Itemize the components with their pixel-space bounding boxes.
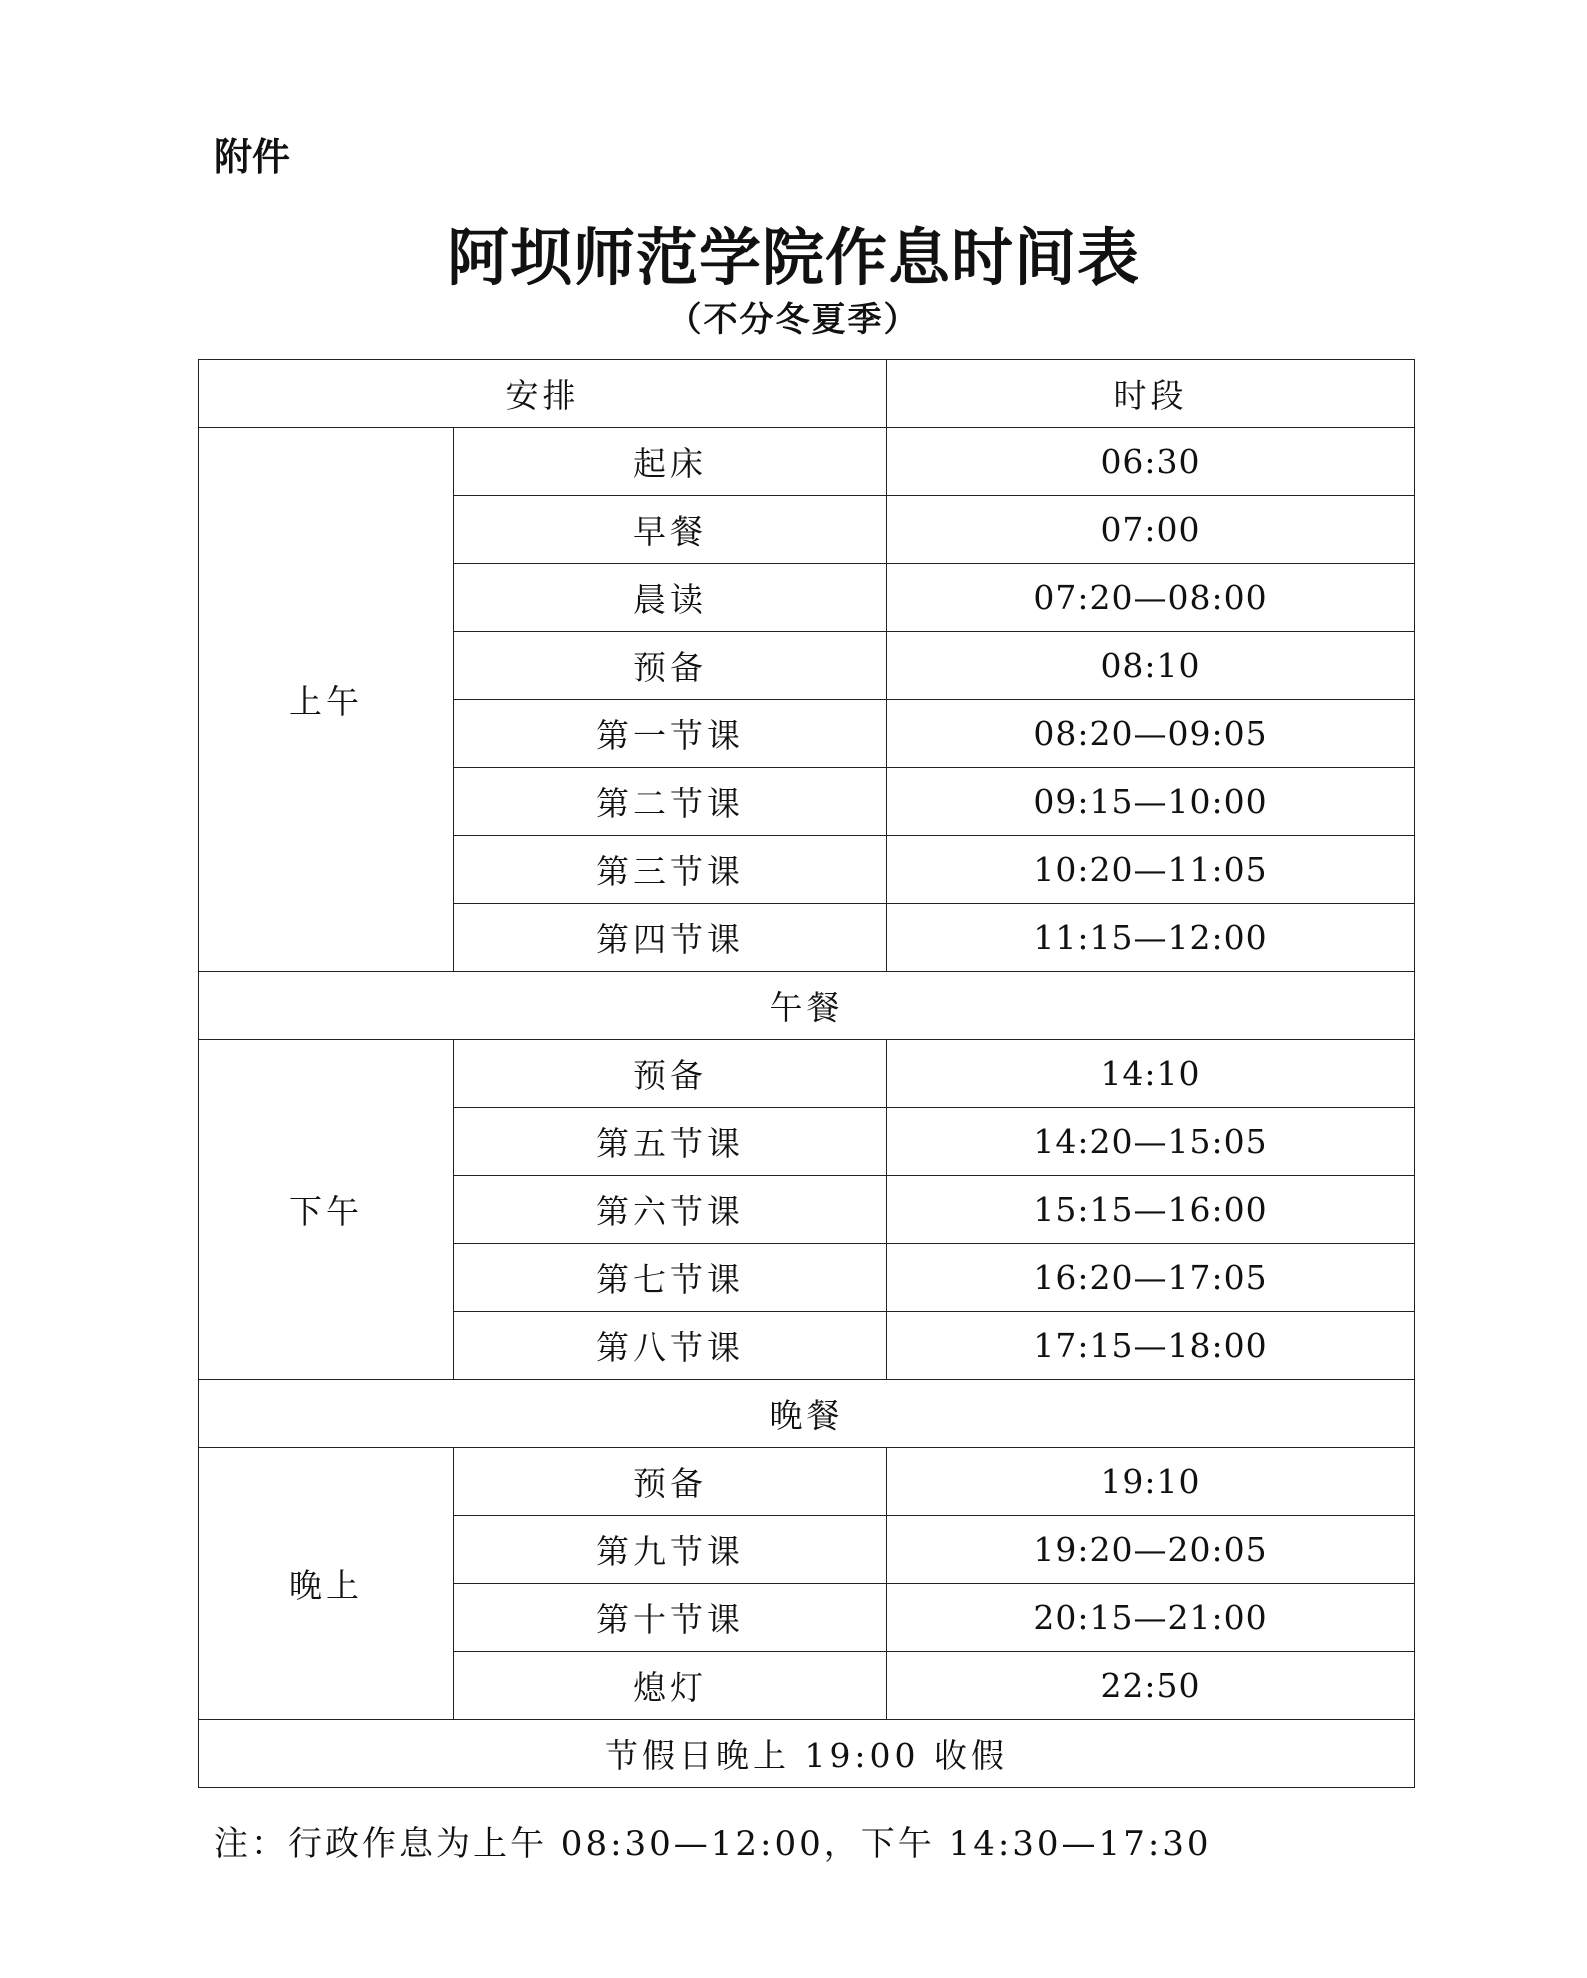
item-cell: 早餐: [454, 496, 887, 564]
time-cell: 19:20—20:05: [887, 1516, 1415, 1584]
schedule-table: [198, 359, 1415, 1788]
item-cell: 第六节课: [454, 1176, 887, 1244]
period-afternoon: 下午: [199, 1040, 454, 1380]
item-cell: 第三节课: [454, 836, 887, 904]
time-cell: 07:00: [887, 496, 1415, 564]
time-cell: 07:20—08:00: [887, 564, 1415, 632]
item-cell: 第九节课: [454, 1516, 887, 1584]
header-arrangement: 安排: [199, 360, 887, 428]
item-cell: 第八节课: [454, 1312, 887, 1380]
header-row: [199, 360, 1415, 428]
item-cell: 第二节课: [454, 768, 887, 836]
table-row: [199, 1448, 1415, 1516]
time-cell: 19:10: [887, 1448, 1415, 1516]
holiday-note-cell: 节假日晚上 19:00 收假: [199, 1720, 1415, 1788]
dinner-row: [199, 1380, 1415, 1448]
table-row: [199, 428, 1415, 496]
period-morning: 上午: [199, 428, 454, 972]
page-subtitle: （不分冬夏季）: [667, 300, 920, 340]
time-cell: 09:15—10:00: [887, 768, 1415, 836]
item-cell: 第十节课: [454, 1584, 887, 1652]
time-cell: 22:50: [887, 1652, 1415, 1720]
time-cell: 06:30: [887, 428, 1415, 496]
table-row: [199, 1040, 1415, 1108]
item-cell: 预备: [454, 1448, 887, 1516]
time-cell: 08:20—09:05: [887, 700, 1415, 768]
time-cell: 20:15—21:00: [887, 1584, 1415, 1652]
dinner-cell: 晚餐: [199, 1380, 1415, 1448]
item-cell: 第五节课: [454, 1108, 887, 1176]
time-cell: 10:20—11:05: [887, 836, 1415, 904]
item-cell: 起床: [454, 428, 887, 496]
attachment-label: 附件: [214, 135, 291, 179]
time-cell: 17:15—18:00: [887, 1312, 1415, 1380]
item-cell: 预备: [454, 632, 887, 700]
lunch-row: [199, 972, 1415, 1040]
time-cell: 11:15—12:00: [887, 904, 1415, 972]
item-cell: 第一节课: [454, 700, 887, 768]
item-cell: 预备: [454, 1040, 887, 1108]
time-cell: 14:20—15:05: [887, 1108, 1415, 1176]
item-cell: 晨读: [454, 564, 887, 632]
item-cell: 第四节课: [454, 904, 887, 972]
time-cell: 16:20—17:05: [887, 1244, 1415, 1312]
holiday-row: [199, 1720, 1415, 1788]
page-title: 阿坝师范学院作息时间表: [446, 221, 1140, 294]
time-cell: 14:10: [887, 1040, 1415, 1108]
time-cell: 15:15—16:00: [887, 1176, 1415, 1244]
lunch-cell: 午餐: [199, 972, 1415, 1040]
time-cell: 08:10: [887, 632, 1415, 700]
footer-note: 注：行政作息为上午 08:30—12:00，下午 14:30—17:30: [214, 1824, 1212, 1864]
item-cell: 第七节课: [454, 1244, 887, 1312]
period-evening: 晚上: [199, 1448, 454, 1720]
header-time: 时段: [887, 360, 1415, 428]
item-cell: 熄灯: [454, 1652, 887, 1720]
